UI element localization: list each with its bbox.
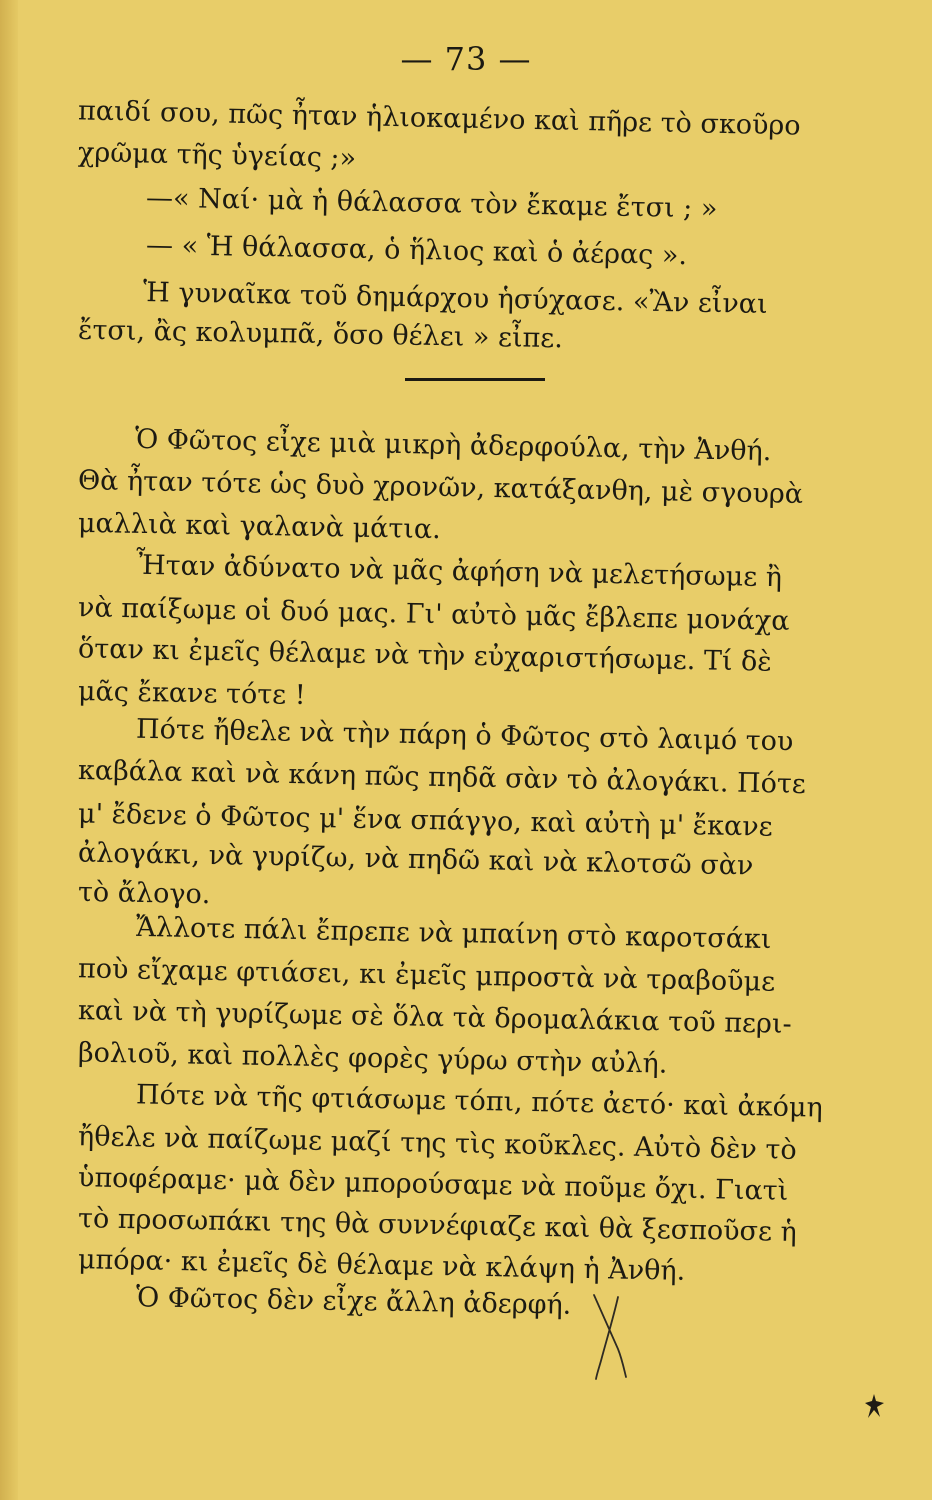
ink-blot-mark xyxy=(864,1392,886,1422)
text-line: Πότε νὰ τῆς φτιάσωμε τόπι, πότε ἀετό· καὶ ἀκόμη xyxy=(135,1079,823,1124)
text-line: μπόρα· κι ἐμεῖς δὲ θέλαμε νὰ κλάψη ἡ Ἀνθή. xyxy=(77,1244,686,1287)
text-line: ὑποφέραμε· μὰ δὲν μπορούσαμε νὰ ποῦμε ὄχι. Γιατὶ xyxy=(77,1162,789,1207)
text-line: Ἄλλοτε πάλι ἔπρεπε νὰ μπαίνη στὸ καροτσάκι xyxy=(135,911,772,956)
text-line: ὅταν κι ἐμεῖς θέλαμε νὰ τὴν εὐχαριστήσωμε. Τί δὲ xyxy=(77,633,773,678)
text-line: καβάλα καὶ νὰ κάνη πῶς πηδᾶ σὰν τὸ ἀλογάκι. Πότε xyxy=(77,755,807,800)
text-line: νὰ παίξωμε οἱ δυό μας. Γι' αὐτὸ μᾶς ἔβλεπε μονάχα xyxy=(77,592,790,637)
text-line: χρῶμα τῆς ὑγείας ;» xyxy=(77,137,357,174)
text-line: Ἡ γυναῖκα τοῦ δημάρχου ἡσύχασε. «Ἂν εἶναι xyxy=(142,277,768,320)
text-line: — « Ἡ θάλασσα, ὁ ἥλιος καὶ ὁ ἀέρας ». xyxy=(145,229,688,272)
page-number: — 73 — xyxy=(400,40,532,78)
text-line: ἤθελε νὰ παίζωμε μαζί της τὶς κοῦκλες. Αὐτὸ δὲν τὸ xyxy=(77,1121,797,1166)
text-line: Ἦταν ἀδύνατο νὰ μᾶς ἀφήση νὰ μελετήσωμε ἢ xyxy=(135,549,783,594)
page-edge-shadow xyxy=(0,0,18,1500)
text-line: βολιοῦ, καὶ πολλὲς φορὲς γύρω στὴν αὐλή. xyxy=(77,1037,668,1080)
text-line: ἔτσι, ἂς κολυμπᾶ, ὅσο θέλει » εἶπε. xyxy=(77,314,564,355)
text-line: ἀλογάκι, νὰ γυρίζω, νὰ πηδῶ καὶ νὰ κλοτσῶ σὰν xyxy=(77,837,754,882)
text-line: Θὰ ἦταν τότε ὡς δυὸ χρονῶν, κατάξανθη, μὲ σγουρὰ xyxy=(77,465,804,510)
text-line: Πότε ἤθελε νὰ τὴν πάρη ὁ Φῶτος στὸ λαιμό του xyxy=(135,713,794,758)
text-line: καὶ νὰ τὴ γυρίζωμε σὲ ὅλα τὰ δρομαλάκια τοῦ περι- xyxy=(77,995,792,1040)
pencil-x-mark xyxy=(588,1287,632,1383)
text-line: —« Ναί· μὰ ἡ θάλασσα τὸν ἔκαμε ἔτσι ; » xyxy=(145,182,718,225)
text-line: τὸ ἄλογο. xyxy=(77,876,211,911)
section-divider xyxy=(405,378,545,381)
text-line: τὸ προσωπάκι της θὰ συννέφιαζε καὶ θὰ ξεσποῦσε ἡ xyxy=(77,1203,798,1248)
text-line: μᾶς ἔκανε τότε ! xyxy=(77,676,306,711)
text-line: παιδί σου, πῶς ἦταν ἡλιοκαμένο καὶ πῆρε τὸ σκοῦρο xyxy=(77,95,801,142)
text-line: Ὁ Φῶτος εἶχε μιὰ μικρὴ ἀδερφούλα, τὴν Ἀνθή. xyxy=(134,423,772,468)
text-line: μ' ἔδενε ὁ Φῶτος μ' ἕνα σπάγγο, καὶ αὐτὴ μ' ἔκανε xyxy=(77,798,773,843)
text-line: Ὁ Φῶτος δὲν εἶχε ἄλλη ἀδερφή. xyxy=(135,1282,572,1321)
text-line: ποὺ εἴχαμε φτιάσει, κι ἐμεῖς μπροστὰ νὰ τραβοῦμε xyxy=(77,953,776,998)
text-line: μαλλιὰ καὶ γαλανὰ μάτια. xyxy=(77,507,441,546)
